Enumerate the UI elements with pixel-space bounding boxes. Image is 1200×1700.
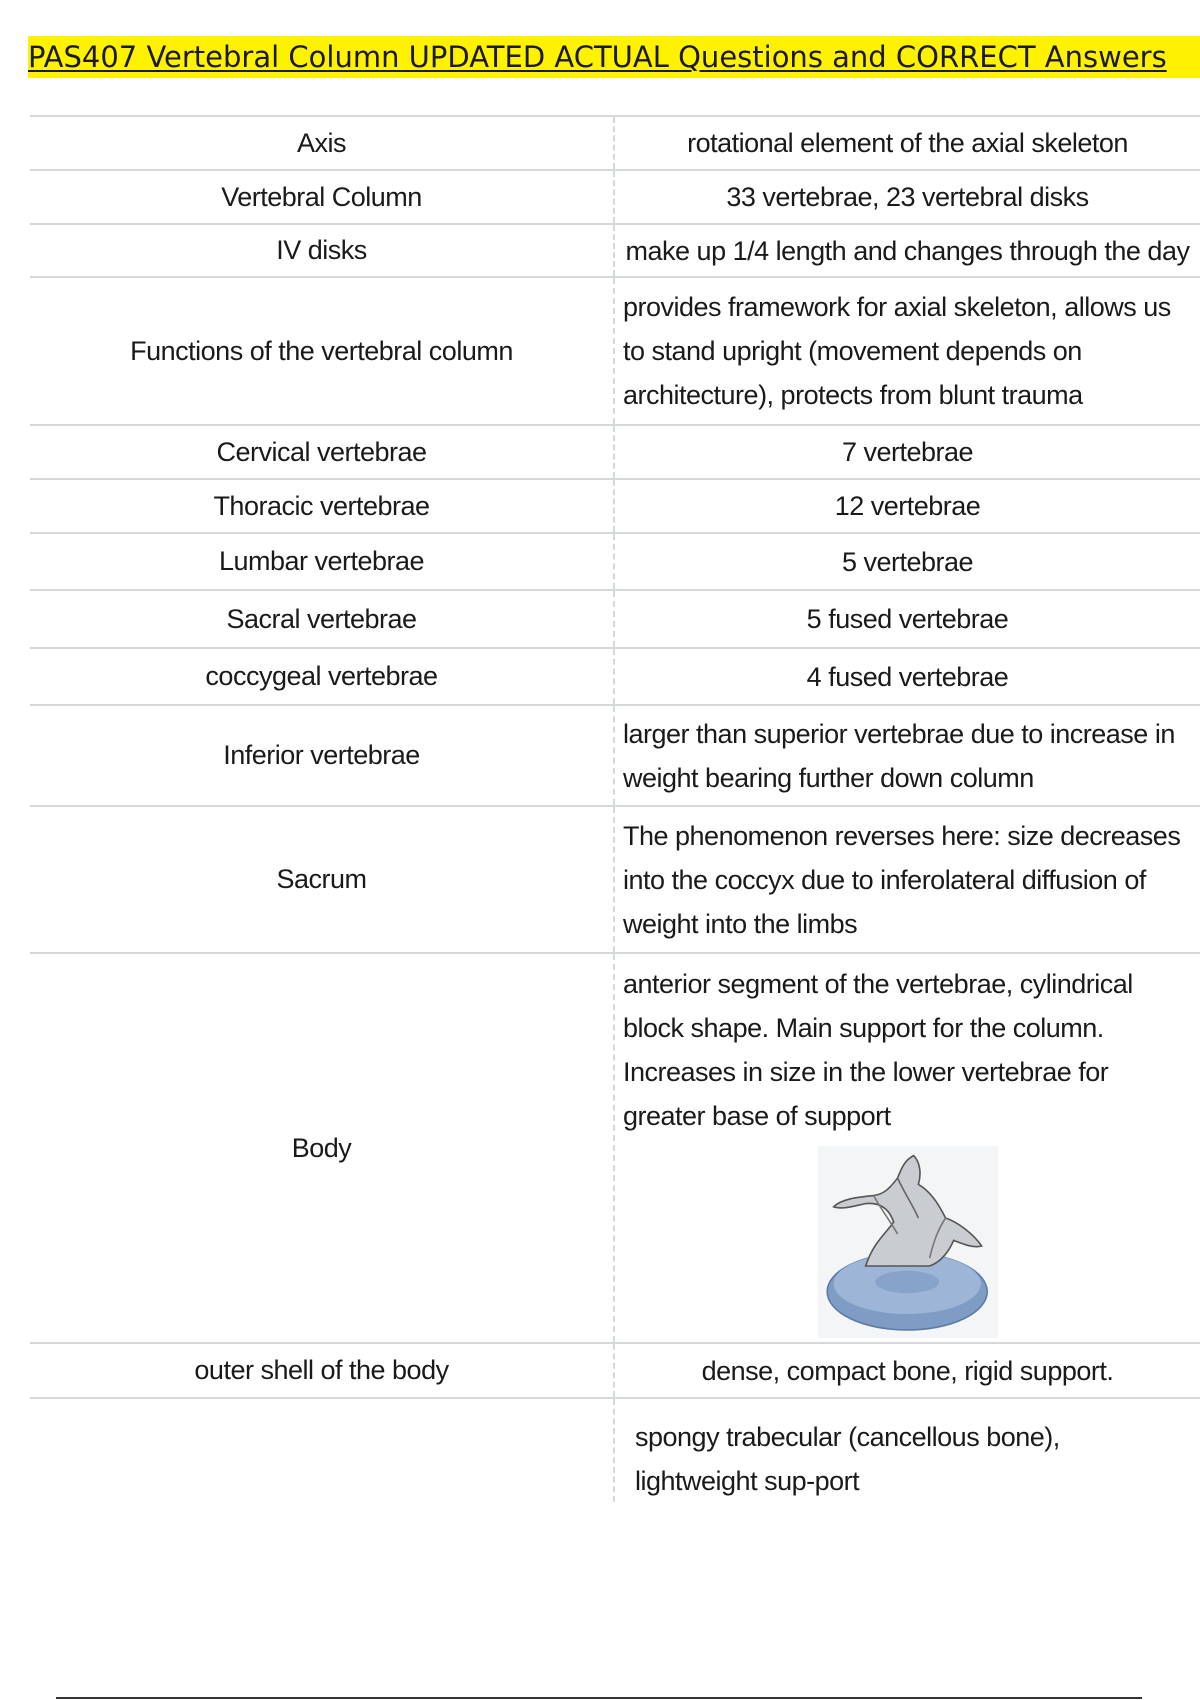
definition-cell: 7 vertebrae bbox=[613, 426, 1200, 478]
term-cell: Thoracic vertebrae bbox=[213, 490, 430, 521]
table-row bbox=[30, 1342, 1200, 1397]
term-cell: Inferior vertebrae bbox=[223, 740, 420, 770]
table-row bbox=[30, 1397, 1200, 1502]
table-row bbox=[30, 223, 1200, 276]
definition-text: anterior segment of the vertebrae, cylindrical block shape. Main support for the column. Increases in size in the lower vertebrae for greater base of support bbox=[623, 969, 1133, 1131]
term-cell: Vertebral Column bbox=[221, 181, 422, 212]
definition-cell bbox=[613, 954, 1200, 1342]
definition-cell: provides framework for axial skeleton, allows us to stand upright (movement depends on architecture), protects from blunt trauma bbox=[613, 278, 1200, 424]
table-row bbox=[30, 805, 1200, 952]
term-cell: Axis bbox=[296, 127, 346, 158]
definition-cell: spongy trabecular (cancellous bone), lightweight sup-port bbox=[613, 1399, 1200, 1502]
table-row bbox=[30, 952, 1200, 1342]
table-row bbox=[30, 169, 1200, 223]
definition-cell: The phenomenon reverses here: size decreases into the coccyx due to inferolateral diffusion of weight into the limbs bbox=[613, 807, 1200, 952]
term-cell bbox=[30, 1399, 613, 1502]
definition-cell: make up 1/4 length and changes through the day bbox=[613, 225, 1200, 276]
definition-cell: 5 vertebrae bbox=[613, 534, 1200, 589]
term-cell: IV disks bbox=[276, 235, 367, 265]
definition-cell: 12 vertebrae bbox=[613, 480, 1200, 532]
term-cell: coccygeal vertebrae bbox=[205, 661, 438, 691]
term-cell: Body bbox=[291, 1132, 352, 1163]
definition-cell: dense, compact bone, rigid support. bbox=[613, 1344, 1200, 1397]
table-row bbox=[30, 647, 1200, 704]
term-cell: outer shell of the body bbox=[194, 1355, 449, 1385]
table-row bbox=[30, 276, 1200, 424]
table-row bbox=[30, 704, 1200, 805]
flashcard-table bbox=[30, 115, 1200, 1502]
document-title-text: PAS407 Vertebral Column UPDATED ACTUAL Questions and CORRECT Answers bbox=[28, 40, 1167, 74]
definition-cell: 4 fused vertebrae bbox=[613, 649, 1200, 704]
table-row bbox=[30, 424, 1200, 478]
term-cell: Cervical vertebrae bbox=[216, 436, 427, 467]
table-row bbox=[30, 478, 1200, 532]
vertebra-illustration bbox=[795, 1146, 1021, 1338]
definition-cell: larger than superior vertebrae due to increase in weight bearing further down column bbox=[613, 706, 1200, 805]
document-title bbox=[28, 36, 1200, 78]
table-row bbox=[30, 115, 1200, 169]
table-row bbox=[30, 589, 1200, 647]
definition-cell: rotational element of the axial skeleton bbox=[613, 117, 1200, 169]
term-cell: Functions of the vertebral column bbox=[130, 335, 513, 366]
definition-cell: 5 fused vertebrae bbox=[613, 591, 1200, 647]
term-cell: Lumbar vertebrae bbox=[218, 546, 425, 576]
footer-divider bbox=[56, 1697, 1142, 1699]
term-cell: Sacral vertebrae bbox=[226, 603, 417, 634]
definition-cell: 33 vertebrae, 23 vertebral disks bbox=[613, 171, 1200, 223]
table-row bbox=[30, 532, 1200, 589]
term-cell: Sacrum bbox=[276, 864, 367, 894]
